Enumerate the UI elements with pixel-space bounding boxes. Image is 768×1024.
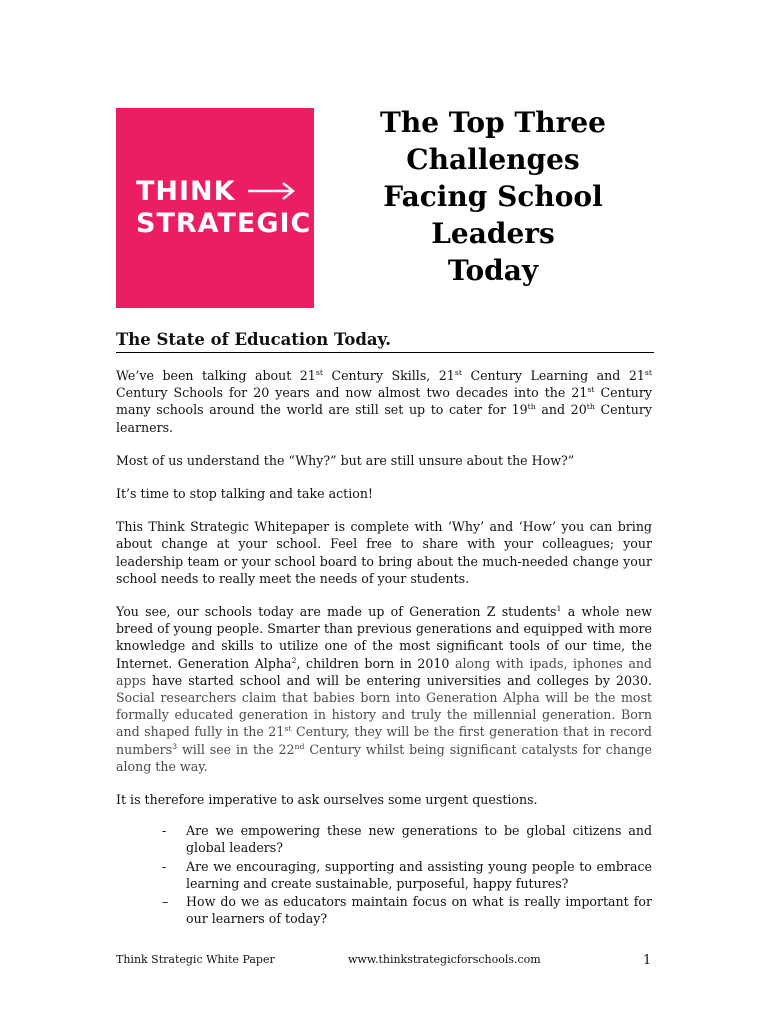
paragraph-why-how: Most of us understand the “Why?” but are still unsure about the How?”	[116, 452, 575, 468]
title-line: Facing School	[383, 180, 603, 213]
questions-list	[116, 822, 652, 927]
title-line: Leaders	[431, 217, 555, 250]
document-title	[356, 104, 630, 289]
footer-doc-name: Think Strategic White Paper	[116, 953, 275, 966]
list-item: - Are we encouraging, supporting and assisting young people to embrace learning and create sustainable, purposeful, happy futures?	[162, 858, 652, 891]
title-line: Today	[447, 254, 539, 287]
title-line: The Top Three	[380, 106, 606, 139]
footer-website-link[interactable]: www.thinkstrategicforschools.com	[348, 953, 541, 966]
paragraph-urgent-questions: It is therefore imperative to ask ourselves some urgent questions.	[116, 792, 538, 808]
think-strategic-logo	[116, 108, 314, 308]
page-number: 1	[643, 953, 652, 968]
paragraph-take-action: It’s time to stop talking and take action!	[116, 486, 373, 502]
list-item: – How do we as educators maintain focus on what is really important for our learners of today?	[162, 894, 652, 927]
paragraph-whitepaper: This Think Strategic Whitepaper is complete with ‘Why’ and ‘How’ you can bring about change at your school. Feel free to share with your colleagues; your leadership team or your school board to bring about the much-needed change your school needs to really meet the needs of your students.	[116, 519, 652, 586]
arrow-right-icon	[248, 178, 296, 204]
paragraph-intro: We’ve been talking about 21st Century Skills, 21st Century Learning and 21st Century Schools for 20 years and now almost two decades into the 21st Century many schools around the world are still set up to cater for 19th and 20th Century learners.	[116, 367, 652, 435]
logo-line-2: STRATEGIC	[136, 208, 312, 239]
section-heading: The State of Education Today.	[116, 330, 654, 353]
paragraph-generations: You see, our schools today are made up of Generation Z students$^1$ a whole new breed of young people. Smarter than previous generations and equipped with more knowledge and skills to utilize one of the most significant tools of our time, the Internet. Generation Alpha$^2$, children born in 2010 along with ipads, iphones and apps have started school and will be entering universities and colleges by 2030. Social researchers claim that babies born into Generation Alpha will be the most formally educated generation in history and truly the millennial generation. Born and shaped fully in the 21st Century, they will be the first generation that in record numbers$^3$ will see in the 22nd Century whilst being significant catalysts for change along the way.	[116, 603, 652, 774]
document-body	[116, 367, 652, 928]
list-item: - Are we empowering these new generations to be global citizens and global leaders?	[162, 823, 652, 856]
title-line: Challenges	[406, 143, 580, 176]
logo-line-1: THINK	[136, 176, 236, 207]
